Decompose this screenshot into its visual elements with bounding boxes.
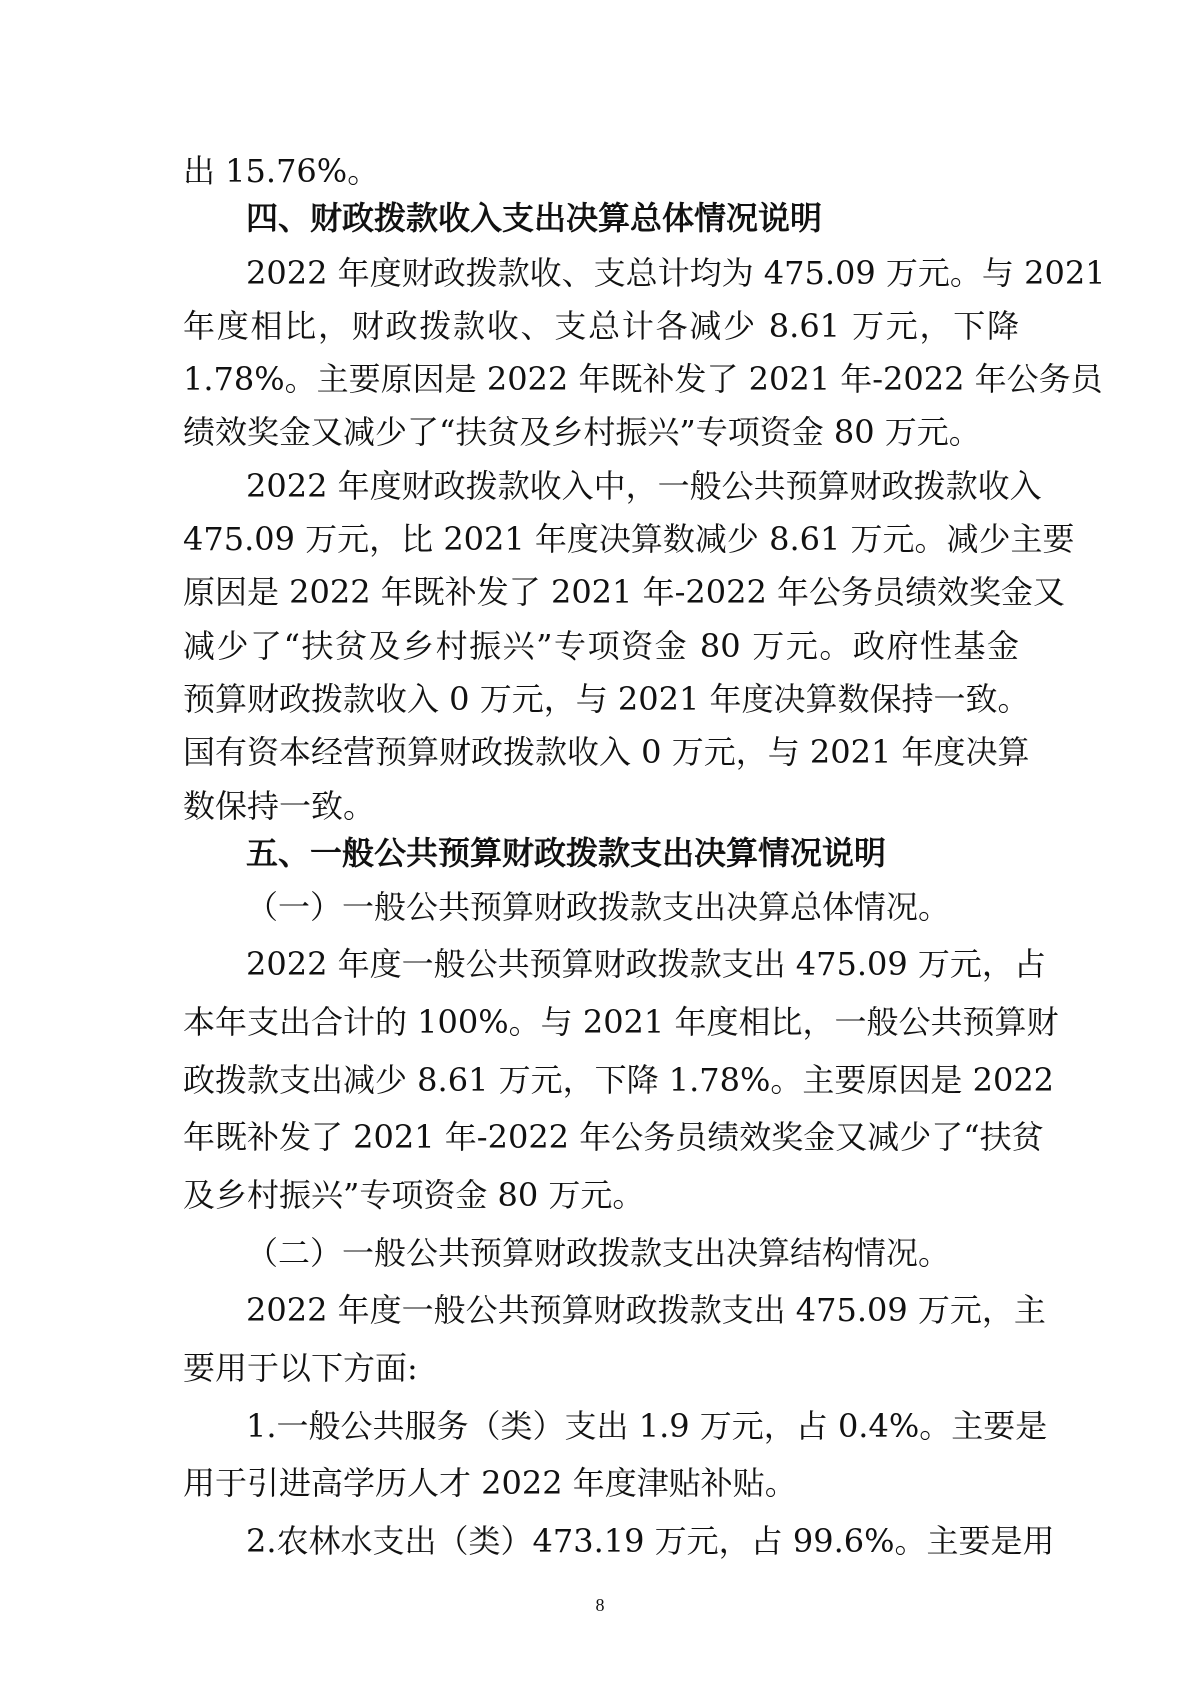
paragraph-line: 年既补发了 2021 年-2022 年公务员绩效奖金又减少了“扶贫 xyxy=(183,1118,1044,1156)
section-heading-5: 五、一般公共预算财政拨款支出决算情况说明 xyxy=(246,834,887,872)
paragraph-line: 预算财政拨款收入 0 万元，与 2021 年度决算数保持一致。 xyxy=(183,680,1030,718)
paragraph-line: 原因是 2022 年既补发了 2021 年-2022 年公务员绩效奖金又 xyxy=(183,573,1065,611)
page-number: 8 xyxy=(595,1595,605,1615)
paragraph-line: 2022 年度一般公共预算财政拨款支出 475.09 万元，主 xyxy=(246,1291,1046,1329)
paragraph-line: 国有资本经营预算财政拨款收入 0 万元，与 2021 年度决算 xyxy=(183,733,1030,771)
paragraph-line: 绩效奖金又减少了“扶贫及乡村振兴”专项资金 80 万元。 xyxy=(183,413,981,451)
paragraph-line: 2022 年度一般公共预算财政拨款支出 475.09 万元，占 xyxy=(246,945,1046,983)
section-heading-4: 四、财政拨款收入支出决算总体情况说明 xyxy=(246,199,823,237)
list-item-line: 用于引进高学历人才 2022 年度津贴补贴。 xyxy=(183,1464,797,1502)
list-item-line: 1.一般公共服务（类）支出 1.9 万元，占 0.4%。主要是 xyxy=(246,1407,1048,1445)
paragraph-line: 要用于以下方面: xyxy=(183,1349,418,1387)
paragraph-line: 2022 年度财政拨款收入中，一般公共预算财政拨款收入 xyxy=(246,467,1042,505)
paragraph-line: 减少了“扶贫及乡村振兴”专项资金 80 万元。政府性基金 xyxy=(183,627,1019,665)
paragraph-line: 475.09 万元，比 2021 年度决算数减少 8.61 万元。减少主要 xyxy=(183,520,1075,558)
paragraph-line: 2022 年度财政拨款收、支总计均为 475.09 万元。与 2021 xyxy=(246,254,1106,292)
list-item-line: 2.农林水支出（类）473.19 万元，占 99.6%。主要是用 xyxy=(246,1522,1055,1560)
paragraph-line: 1.78%。主要原因是 2022 年既补发了 2021 年-2022 年公务员 xyxy=(183,360,1103,398)
subsection-heading-2: （二）一般公共预算财政拨款支出决算结构情况。 xyxy=(246,1234,951,1272)
paragraph-line: 本年支出合计的 100%。与 2021 年度相比，一般公共预算财 xyxy=(183,1003,1059,1041)
paragraph-line: 年度相比，财政拨款收、支总计各减少 8.61 万元，下降 xyxy=(183,307,1019,345)
paragraph-line: 及乡村振兴”专项资金 80 万元。 xyxy=(183,1176,645,1214)
paragraph-continuation: 出 15.76%。 xyxy=(183,152,380,190)
subsection-heading-1: （一）一般公共预算财政拨款支出决算总体情况。 xyxy=(246,888,951,926)
paragraph-line: 政拨款支出减少 8.61 万元，下降 1.78%。主要原因是 2022 xyxy=(183,1061,1055,1099)
paragraph-line: 数保持一致。 xyxy=(183,787,376,825)
